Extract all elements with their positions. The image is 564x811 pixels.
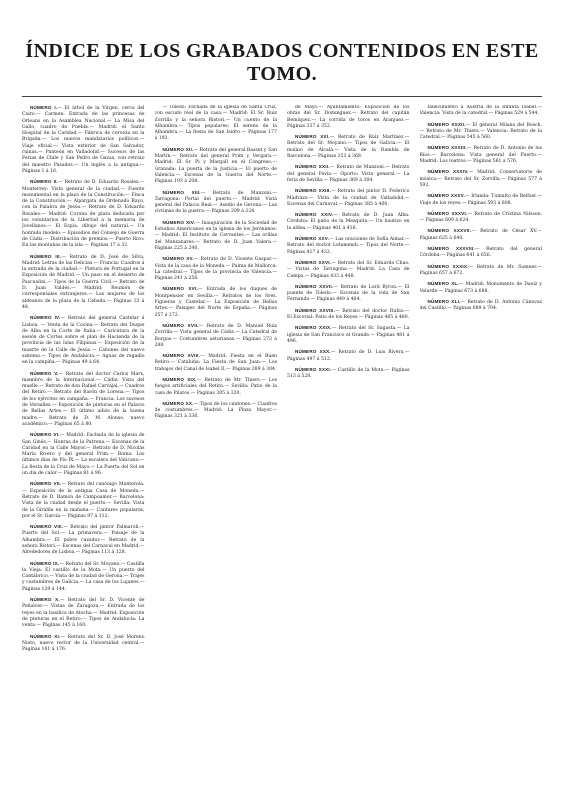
- index-column: [22, 105, 145, 811]
- index-entry: [155, 323, 278, 349]
- entry-number: NÚMERO XXXIX.: [427, 263, 469, 269]
- index-entry: [22, 481, 145, 520]
- index-entry: [155, 401, 278, 421]
- entry-text: — Retrato del doctor Carlos Marx, miembro de la Internacional.— Cádiz: Vista del muelle.— Retrato de don Rafael Carvajal.— Cuadros del Retiro.— Retrato del Barón de Lorena.— Tipos de los ejércitos en campaña.— Francia: Los sucesos de Versalles.— Exposición de pinturas en el Palacio de Bellas Artes.— El último adiós de la buena madre.— Retrato de D. M. Alonso, nuevo académico.— Páginas 65 á 80.: [22, 371, 145, 427]
- index-entry: [287, 105, 410, 130]
- index-entry: [420, 211, 543, 225]
- entry-text: — Irlanda: Tumulto de Belfast.— Viaje de los reyes.— Páginas 593 á 608.: [419, 194, 542, 206]
- index-entry: [22, 315, 145, 366]
- entry-text: — Retrato del general Córdoba.— Páginas 641 á 656.: [419, 247, 542, 259]
- index-entry: [287, 308, 410, 322]
- entry-text: — Retrato del pintor D. Federico Madrazo.— Vista de la ciudad de Valladolid.— Escenas del Carnaval.— Páginas 385 á 400.: [287, 189, 410, 207]
- index-entry: [22, 561, 145, 593]
- entry-number: NÚMERO XVIII.: [162, 353, 201, 359]
- index-column: [287, 105, 410, 811]
- entry-number: NÚMERO XIV.: [162, 219, 196, 225]
- entry-text: — Retrato de Manzoni.— Tarragona: Portal del puerto.— Madrid: Vista general del Palacio Real.— Asedio de Gerona.— Las víctimas de la guerra.— Páginas 209 á 224.: [154, 190, 277, 215]
- entry-text: de Mayo.— Ayuntamiento: Exposición de los obras del Sr. Domínguez.— Retrato del capitán Bemíquez.— La corrida de toros en Aranjuez.— Páginas 337 á 352.: [287, 105, 410, 129]
- entry-text: — Retrato del canónigo Manterola.— Exposición de la antigua Casa de Moneda.— Retrato de D. Ramón de Campoamor.— Barcelona: Vista de la ciudad desde el puerto.— Sevilla: Vista de la Giralda en la mañana.— Cantares populares, por el Sr. García.— Páginas 97 á 112.: [22, 482, 145, 519]
- entry-number: NÚMERO II.: [30, 179, 59, 185]
- entry-text: — Las oraciones de Sofía Aimar.— Retrato del doctor Letamendi.— Tipos del Norte.— Páginas 417 á 432.: [287, 237, 410, 255]
- entry-number: NÚMERO XXXIV.: [427, 169, 469, 175]
- index-entry: [22, 179, 145, 249]
- entry-number: NÚMERO XXIII.: [295, 188, 332, 194]
- index-entry: [22, 254, 145, 312]
- entry-text: — Toledo: Fachada de la iglesia de Santa Cruz, con escudo real de la casa.— Madrid: El Sr. Ruiz Zorrilla y la señora Ristori.— Un cuento de la Alhambra.— Tipos populares: El sereno de la Alhambra.— La fiesta de San Isidro.— Páginas 177 á 192.: [154, 105, 277, 142]
- index-entry: [155, 190, 278, 216]
- entry-number: NÚMERO XXXVII.: [427, 228, 472, 234]
- index-entry: [155, 286, 278, 318]
- entry-number: NÚMERO I.: [30, 105, 58, 110]
- entry-text: — El árbol de la Virgen, cerca del Cairo.— Carmen: Entrada de las princesas de Orleans en la Asamblea Nacional.— La Misa del Gallo, cuadro de Puebla.— Madrid: el Santo Hospital de la Caridad.— Fábrica de cerveza en la Brigada.— Los nuevos mandatarios políticos.— Viaje oficial.— Vista exterior de San Salvador, ruinas.— Panteón en Valladolid.— Sucesos de las Ferias de Chile y San Pedro de Gazas, con retrato del maestro Pasados.— Un inglés a la antigua.— Páginas 1 á 16.: [22, 106, 145, 174]
- entry-text: — Retrato de D. Antonio de los Ríos.— Barcelona: Vista general del Puerto.— Madrid: Los teatros.— Páginas 561 á 576.: [419, 146, 542, 165]
- entry-number: NÚMERO XXXVIII.: [427, 246, 475, 252]
- entry-text: — Retrato de D. Eduardo Rosales.— Monterrey: Vista general de la ciudad.— Fuente monumental en la plaza de la Constitución.— Finca de la Constitución.— Alpargata de Ordenado Rayo, con la Palabra de Jesús.— Retrato de D. Eduardo Rosales.— Madrid: Corona de plata dedicada por los voluntarios de la Libertad á la memoria de Jovellanos.— El Espía, dibujo del natural.— Un honrado modelo.— Episodios del Consejo de Guerra de Cádiz.— Distribución de premios.— Puerto Rico: En las montañas de la isla.— Páginas 17 á 32.: [22, 180, 145, 249]
- index-entry: [420, 145, 543, 165]
- index-entry: [155, 256, 278, 282]
- entry-number: NÚMERO XXVIII.: [295, 307, 335, 313]
- entry-text: — Retrato de César XV.— Páginas 625 á 640.: [419, 229, 542, 241]
- entry-text: — Madrid: Monumento de Daoíz y Velarde.— Páginas 673 á 688.: [419, 282, 542, 294]
- index-entry: [287, 134, 410, 160]
- entry-text: — Retrato del general Castelar á Lisboa. — Venta de la Cocina.— Retrato del Duque de Alba en la Corte de Italia.— Caricatura de la sesión de Cortes sobre el plan de Hacienda de la provincia de las Islas Filipinas.— Exposición de la muerte de la Calle de Jesús.— Cañones del nuevo sistema.— Tipos de Andalucía.— Aguas de regadío en la campiña.— Páginas 49 á 64.: [22, 316, 145, 366]
- index-entry: [287, 212, 410, 232]
- index-entry: [155, 353, 278, 373]
- entry-text: — Retrato de D. Juan Alba. Córdoba: El patio de la Mezquita.— Un bautizo en la aldea.— Páginas 401 á 416.: [287, 213, 410, 231]
- index-entry: [287, 164, 410, 184]
- entry-text: — El general Milans del Bosch.— Retrato de Mr. Thiers.— Valencia: Retrato de la Catedral.— Páginas 545 á 560.: [419, 122, 542, 141]
- entry-number: NÚMERO XVII.: [162, 322, 199, 328]
- entry-number: NÚMERO XXX.: [295, 349, 331, 355]
- page-title: ÍNDICE DE LOS GRABADOS CONTENIDOS EN ESTE TOMO.: [25, 40, 539, 85]
- index-entry: [22, 432, 145, 477]
- entry-text: — Retrato del general Basset y San Martín.— Retrato del general Prim y Vergara.— Madrid: El Sr. Pi y Margall en el Congreso.— Granada: La puerta de la Justicia.— El puerto de Valencia.— Escenas de la Guerra del Norte.— Páginas 193 á 208.: [154, 147, 277, 185]
- entry-number: NÚMERO X.: [30, 597, 60, 603]
- entry-text: — Inauguración de la Sociedad de Estudios Americanos en la iglesia de los Jerónimos.— Madrid: El Instituto de Cervantes.— Las orillas del Manzanares.— Retrato de D. Juan Valera.— Páginas 225 á 240.: [154, 220, 277, 251]
- entry-number: NÚMERO XLI.: [427, 298, 461, 304]
- entry-number: NÚMERO XI.: [30, 633, 61, 639]
- entry-number: NÚMERO IX.: [30, 560, 60, 566]
- entry-number: NÚMERO IV.: [30, 315, 61, 321]
- index-entry: [420, 281, 543, 295]
- entry-text: — Retrato del Sr. Moyano.— Castilla la Vieja: El castillo de la Mota.— Un puerto del Cantábrico.— Vista de la ciudad de Gerona.— Trajes y costumbres de Galicia.— La casa de los Lujanes.— Páginas 129 á 144.: [22, 561, 145, 592]
- entry-text: — Retrato de D. Luis Rivera.— Páginas 497 á 512.: [287, 350, 410, 362]
- entry-text: — Retrato de Manzoni.— Retrato del general Pavía.— Oporto: Vista general.— La feria de Sevilla.— Páginas 369 á 384.: [287, 165, 410, 183]
- entry-text: — Retrato de D. Manuel Ruiz Zorrilla.— Vista general de Cádiz.— La Catedral de Burgos.— Costumbres asturianas.— Páginas 273 á 288.: [154, 323, 277, 348]
- index-entry: [22, 524, 145, 556]
- entry-text: — Entrada de los duques de Montpensier en Sevilla.— Retratos de los Sres. Figueras y Castelar.— La Exposición de Bellas Artes.— Paisajes del Norte de España.— Páginas 257 á 272.: [154, 287, 277, 318]
- entry-number: NÚMERO XXIX.: [295, 325, 332, 331]
- entry-number: NÚMERO XXXIII.: [427, 145, 467, 151]
- entry-number: NÚMERO VI.: [30, 432, 60, 438]
- entry-text: — Retrato del doctor Rubio.— El Escorial: Patio de los Reyes.— Páginas 465 á 480.: [287, 308, 410, 321]
- index-entry: [287, 260, 410, 280]
- entry-text: — Retrato de D. José de Silva, Madrid: Letras de las Delicias.— Francia: Cuadros á la entrada de la ciudad.— Pintura de Portugal en la Exposición de Madrid.— Un paso en el desierto de Pascualini.— Tipos de la Guerra Civil.— Retrato de D. Juan Valdés.— Madrid: Reunión de corresponsales extranjeros.— Las mujeres de los aldeanos de la plaza de la Cebada.— Páginas 33 á 48.: [22, 254, 145, 310]
- index-entry: [420, 169, 543, 189]
- entry-text: fallecimiento á Austria de la Infanta Isabel.— Valencia: Vista de la catedral.— Páginas 529 á 544.: [419, 105, 542, 117]
- entry-text: — Retrato del Sr. D. Vicente de Peñalver.— Vistas de Zaragoza.— Entrada de los reyes en la basílica de Atocha.— Madrid: Exposición de pinturas en el Retiro.— Tipos de Andalucía: La venta.— Páginas 145 á 160.: [22, 598, 145, 629]
- index-entry: [287, 325, 410, 345]
- index-columns: [22, 105, 542, 811]
- index-entry: [420, 228, 543, 242]
- entry-text: — Retrato del pintor Palmaroli.— Puerto del Sol.— La primavera.— Paisaje de la Alhambra.— El pobre cazador.— Retrato de la señora Ristori.— Escenas del Carnaval en Madrid.— Alrededores de Lisboa.— Páginas 113 á 128.: [22, 525, 145, 556]
- entry-number: NÚMERO XXVII.: [295, 283, 334, 289]
- title-rule: [22, 96, 542, 97]
- index-entry: [420, 264, 543, 278]
- index-entry: [287, 236, 410, 256]
- index-entry: [287, 367, 410, 381]
- entry-number: NÚMERO XXXII.: [427, 121, 466, 127]
- entry-number: NÚMERO XVI.: [162, 286, 198, 292]
- index-entry: [420, 193, 543, 207]
- entry-text: — Retrato de Cristina Nilsson.— Páginas 609 á 624.: [419, 211, 542, 224]
- entry-text: — Retrato de Ruiz Martínez.— Retrato del Sr. Moyano.— Tipos de Galicia.— El molino de Alcalá.— Vista de la Rambla de Barcelona.— Páginas 353 á 368.: [287, 135, 410, 160]
- index-entry: [155, 220, 278, 252]
- entry-text: — Castillo de la Mota.— Páginas 513 á 528.: [287, 367, 410, 380]
- entry-text: — Retrato del Sr. Eduardo Chao.— Vistas de Tarragona.— Madrid: La Casa de Campo.— Páginas 433 á 448.: [287, 260, 410, 279]
- entry-number: NÚMERO XIII.: [162, 189, 201, 195]
- index-entry: [420, 299, 543, 313]
- index-entry: [287, 188, 410, 208]
- entry-number: NÚMERO XXIV.: [295, 212, 334, 218]
- index-entry: [22, 105, 145, 175]
- entry-number: NÚMERO XXVI.: [295, 259, 332, 265]
- index-entry: [155, 105, 278, 143]
- index-entry: [420, 122, 543, 142]
- entry-number: NÚMERO XXXI.: [295, 366, 332, 372]
- entry-number: NÚMERO XII.: [162, 146, 194, 152]
- entry-text: — Retrato de Mr. Sumner.— Páginas 657 á 672.: [419, 264, 542, 276]
- entry-text: — Tipos de los cantones.— Cuadros de costumbres.— Madrid: La Plaza Mayor.— Páginas 321 á 336.: [154, 401, 277, 420]
- entry-text: — Madrid: Fiesta en el Buen Retiro.— Cataluña: La Fiesta de San Juan.— Los trabajos del Canal de Isabel II.— Páginas 289 á 304.: [154, 354, 277, 372]
- entry-number: NÚMERO XXV.: [295, 236, 330, 242]
- entry-number: NÚMERO VII.: [30, 481, 62, 487]
- index-column: [420, 105, 543, 811]
- entry-number: NÚMERO XV.: [162, 256, 194, 262]
- index-entry: [420, 105, 543, 118]
- entry-number: NÚMERO XXII.: [295, 164, 330, 170]
- entry-text: — Retrato del Sr. D. José Moreno Nieto, nuevo rector de la Universidad central.— Páginas 161 á 176.: [22, 634, 145, 653]
- entry-number: NÚMERO XX.: [162, 400, 194, 406]
- entry-number: NÚMERO III.: [30, 253, 62, 259]
- entry-number: NÚMERO XXXV.: [427, 193, 465, 199]
- entry-number: NÚMERO VIII.: [30, 524, 64, 530]
- entry-text: — Retrato de Mr. Thiers.— Los fuegos artificiales del Retiro.— Sevilla: Patio de la casa de Pilatos.— Páginas 305 á 320.: [154, 377, 277, 396]
- index-entry: [22, 634, 145, 654]
- entry-text: — Retrato del Sr. Sagasta.— La iglesia de San Francisco el Grande.— Páginas 481 á 496.: [287, 326, 410, 344]
- entry-number: NÚMERO XXI.: [295, 134, 330, 140]
- index-entry: [287, 349, 410, 363]
- entry-number: NÚMERO XXXVI.: [427, 210, 468, 216]
- entry-text: — Retrato de D. Vicente Gaspar.— Vista de la casa de la Moneda.— Palma de Mallorca: La catedral.— Tipos de la provincia de Valencia.— Páginas 241 á 256.: [154, 257, 277, 282]
- index-entry: [22, 371, 145, 429]
- entry-number: NÚMERO XL.: [427, 281, 459, 287]
- entry-number: NÚMERO V.: [30, 370, 59, 376]
- index-entry: [287, 284, 410, 304]
- index-entry: [420, 246, 543, 260]
- entry-text: — Retrato de Lord Byron.— El puente de Toledo.— Escenas de la vida de San Fernando.— Páginas 449 á 464.: [287, 284, 410, 303]
- index-entry: [22, 597, 145, 629]
- entry-text: — Madrid: Conservatorio de música.— Retrato del Sr. Zorrilla.— Páginas 577 á 592.: [419, 170, 542, 188]
- entry-text: — Retrato de D. Antonio Cánovas del Castillo.— Páginas 689 á 704.: [419, 299, 542, 312]
- index-entry: [155, 377, 278, 397]
- entry-text: — Madrid: Fachada de la iglesia de San Ginés.— Honras de la Patrona.— Escenas de la Caridad en la Calle Mayor.— Retrato de D. Nicolás María Rivero y del general Prim.— Roma: Los últimos días de Pío IX.— La escalera del Vaticano.— La fiesta de la Cruz de Mayo.— La Puerta del Sol en un día de calor.— Páginas 81 á 96.: [22, 433, 145, 477]
- index-entry: [155, 147, 278, 186]
- entry-number: NÚMERO XIX.: [162, 376, 197, 382]
- index-column: [155, 105, 278, 811]
